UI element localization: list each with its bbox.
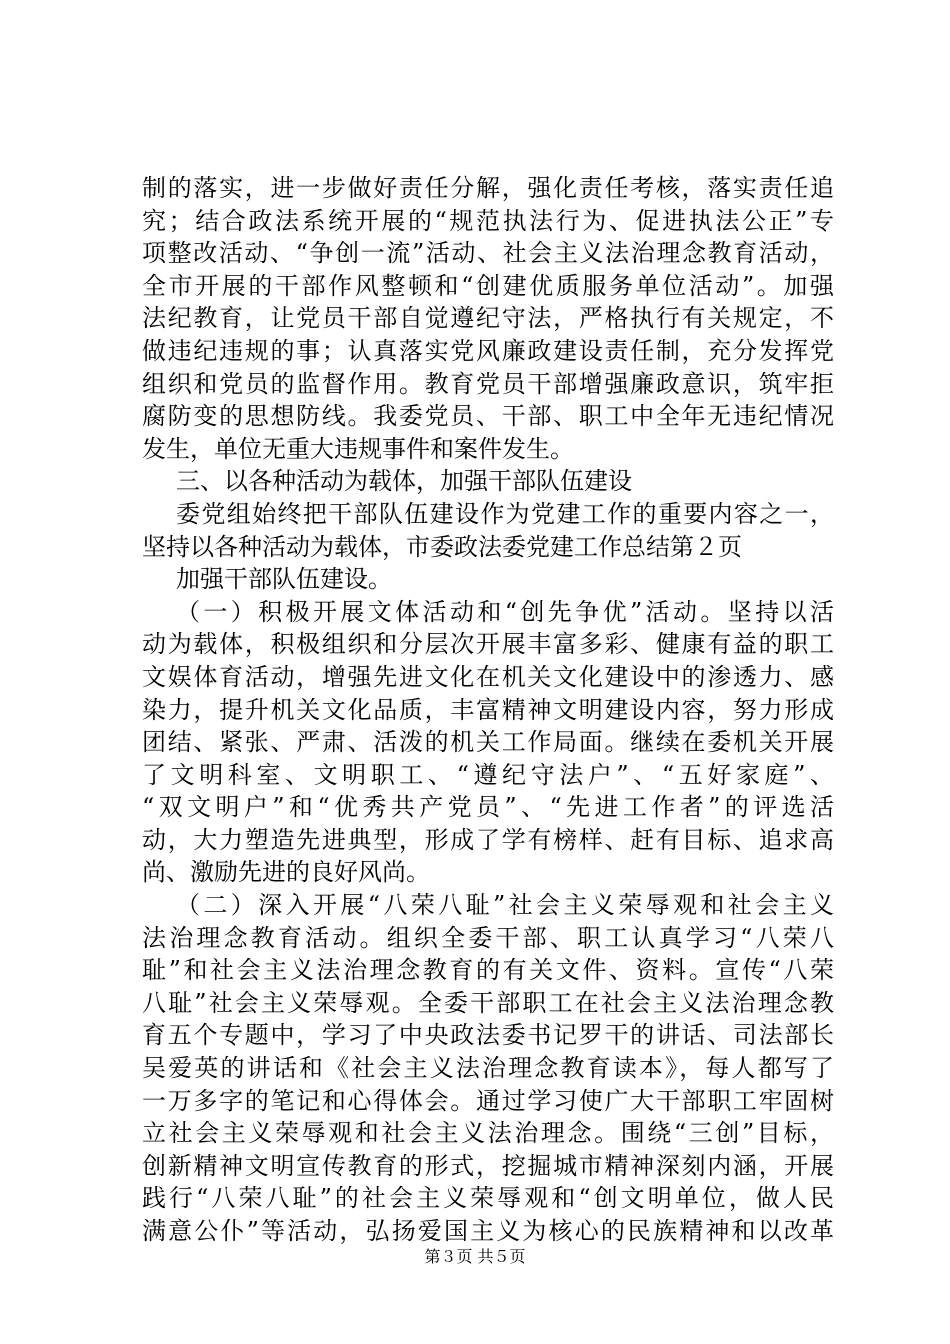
text-line: 动为载体，积极组织和分层次开展丰富多彩、健康有益的职工 [142,630,834,659]
text-line: 究；结合政法系统开展的“规范执法行为、促进执法公正”专 [142,206,834,235]
text-line: 育五个专题中，学习了中央政法委书记罗干的讲话、司法部长 [142,1021,834,1050]
text-line: 做违纪违规的事；认真落实党风廉政建设责任制，充分发挥党 [142,336,834,365]
text-line: 三、以各种活动为载体，加强干部队伍建设 [176,467,632,496]
text-line: 吴爱英的讲话和《社会主义法治理念教育读本》，每人都写了 [142,1054,834,1083]
text-line: 全市开展的干部作风整顿和“创建优质服务单位活动”。加强 [142,271,834,300]
text-line: 满意公仆”等活动，弘扬爱国主义为核心的民族精神和以改革 [142,1217,834,1245]
text-line: 项整改活动、“争创一流”活动、社会主义法治理念教育活动， [142,239,834,268]
text-line: 立社会主义荣辱观和社会主义法治理念。围绕“三创”目标， [142,1119,834,1148]
text-line: 八耻”社会主义荣辱观。全委干部职工在社会主义法治理念教 [142,988,834,1017]
text-line: 委党组始终把干部队伍建设作为党建工作的重要内容之一， [176,499,834,528]
document-body [142,172,834,1248]
text-line: 尚、激励先进的良好风尚。 [142,858,430,887]
text-line: 坚持以各种活动为载体，市委政法委党建工作总结第２页 [142,532,742,561]
text-line: 加强干部队伍建设。 [176,565,392,594]
text-line: 文娱体育活动，增强先进文化在机关文化建设中的渗透力、感 [142,662,834,691]
text-line: 践行“八荣八耻”的社会主义荣辱观和“创文明单位，做人民 [142,1184,834,1213]
text-line: 团结、紧张、严肃、活泼的机关工作局面。继续在委机关开展 [142,728,834,757]
text-line: 发生，单位无重大违规事件和案件发生。 [142,434,574,463]
text-line: 一万多字的笔记和心得体会。通过学习使广大干部职工牢固树 [142,1086,834,1115]
text-line: 法纪教育，让党员干部自觉遵纪守法，严格执行有关规定，不 [142,304,834,333]
text-line: 了文明科室、文明职工、“遵纪守法户”、“五好家庭”、 [142,760,834,789]
text-line: 染力，提升机关文化品质，丰富精神文明建设内容，努力形成 [142,695,834,724]
text-line: 腐防变的思想防线。我委党员、干部、职工中全年无违纪情况 [142,402,834,431]
text-line: 动，大力塑造先进典型，形成了学有榜样、赶有目标、追求高 [142,825,834,854]
text-line: 耻”和社会主义法治理念教育的有关文件、资料。宣传“八荣 [142,956,834,985]
page-footer: 第３页 共５页 [424,1247,526,1266]
text-line: 制的落实，进一步做好责任分解，强化责任考核，落实责任追 [142,174,834,202]
text-line: “双文明户”和“优秀共产党员”、“先进工作者”的评选活 [142,793,834,822]
text-line: （一）积极开展文体活动和“创先争优”活动。坚持以活 [176,597,834,626]
text-line: 创新精神文明宣传教育的形式，挖掘城市精神深刻内涵，开展 [142,1151,834,1180]
text-line: （二）深入开展“八荣八耻”社会主义荣辱观和社会主义 [176,891,834,920]
text-line: 组织和党员的监督作用。教育党员干部增强廉政意识，筑牢拒 [142,369,834,398]
text-line: 法治理念教育活动。组织全委干部、职工认真学习“八荣八 [142,923,834,952]
